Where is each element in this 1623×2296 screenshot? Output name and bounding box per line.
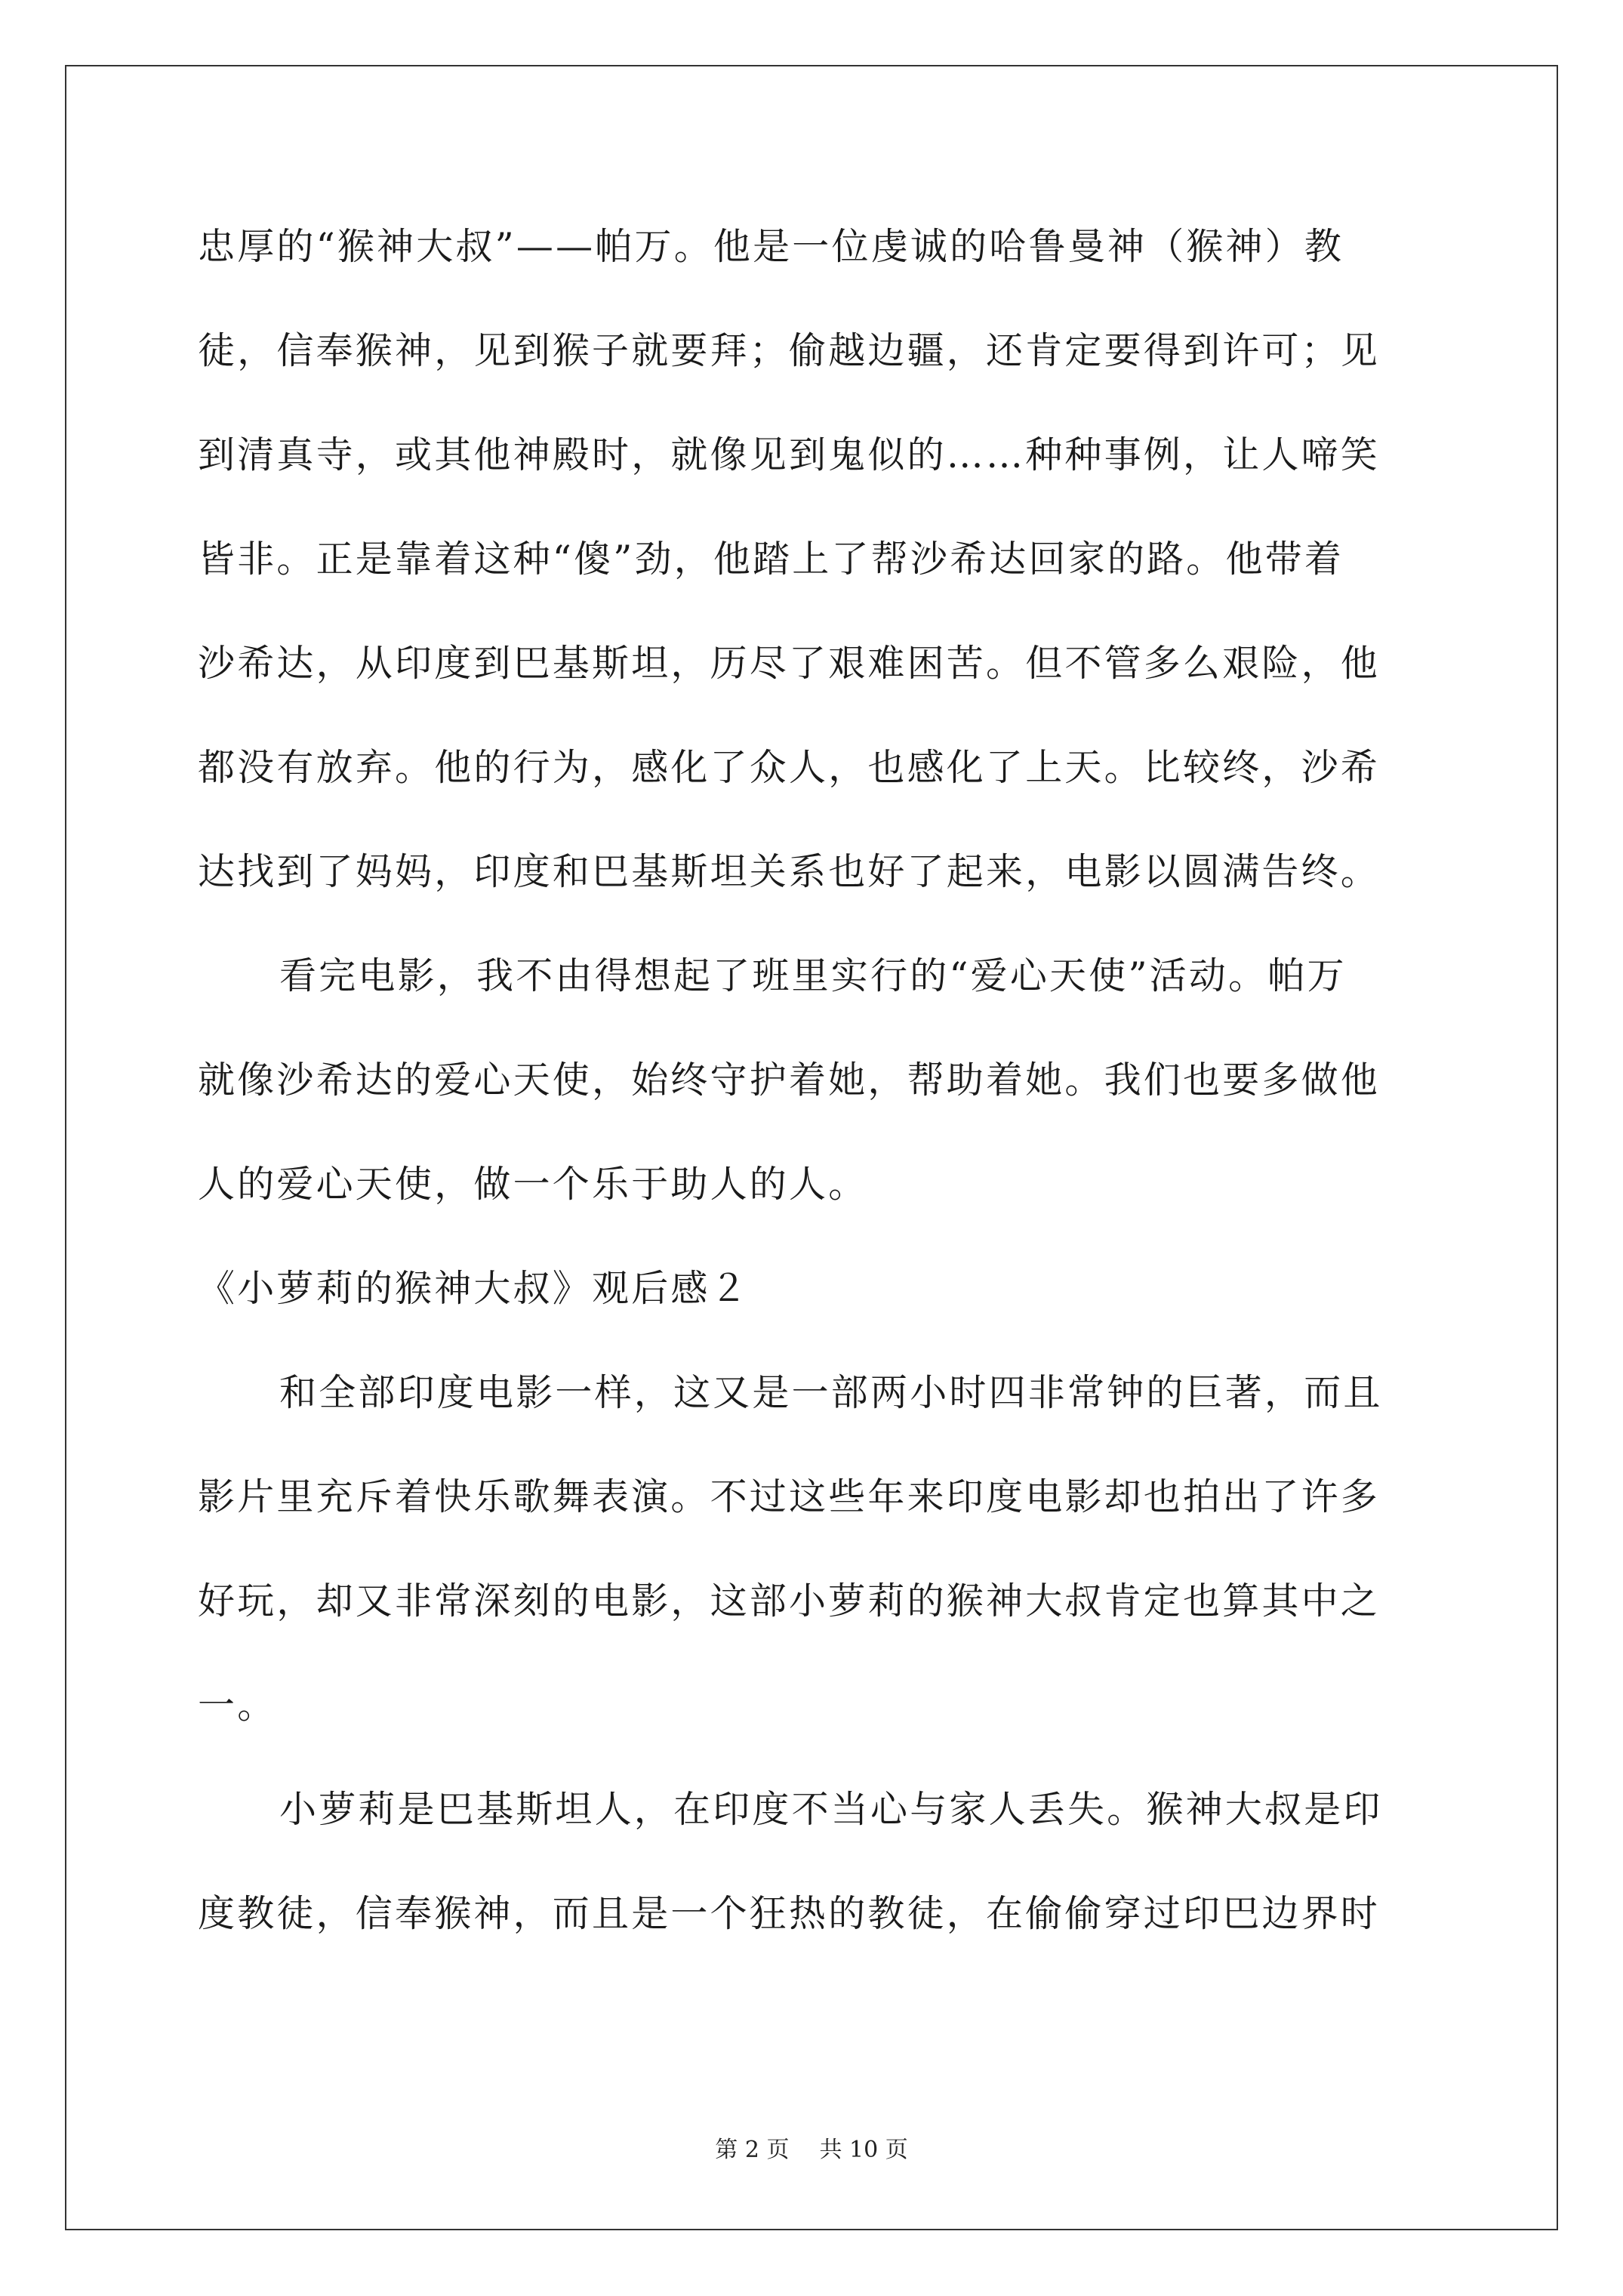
paragraph-start-line: 看完电影，我不由得想起了班里实行的“爱心天使”活动。帕万 (279, 954, 1347, 997)
text-line: 到清真寺，或其他神殿时，就像见到鬼似的……种种事例，让人啼笑 (198, 433, 1381, 476)
text-line: 就像沙希达的爱心天使，始终守护着她，帮助着她。我们也要多做他 (198, 1059, 1381, 1102)
text-line: 人的爱心天使，做一个乐于助人的人。 (198, 1163, 868, 1206)
section-heading: 《小萝莉的猴神大叔》观后感２ (198, 1267, 750, 1310)
document-body (198, 213, 1436, 1984)
text-line: 皆非。正是靠着这种“傻”劲，他踏上了帮沙希达回家的路。他带着 (198, 538, 1344, 581)
text-line: 度教徒，信奉猴神，而且是一个狂热的教徒，在偷偷穿过印巴边界时 (198, 1892, 1381, 1935)
text-line: 徒，信奉猴神，见到猴子就要拜；偷越边疆，还肯定要得到许可；见 (198, 329, 1381, 372)
paragraph-start-line: 和全部印度电影一样，这又是一部两小时四非常钟的巨著，而且 (279, 1371, 1383, 1414)
text-line: 达找到了妈妈，印度和巴基斯坦关系也好了起来，电影以圆满告终。 (198, 850, 1381, 893)
text-line: 沙希达，从印度到巴基斯坦，历尽了艰难困苦。但不管多么艰险，他 (198, 642, 1381, 685)
page-total: 共 10 页 (819, 2137, 908, 2163)
text-line: 忠厚的“猴神大叔”——帕万。他是一位虔诚的哈鲁曼神（猴神）教 (198, 225, 1344, 268)
page-number: 第 2 页 (715, 2137, 790, 2163)
text-line: 一。 (198, 1684, 277, 1727)
text-line: 好玩，却又非常深刻的电影，这部小萝莉的猴神大叔肯定也算其中之 (198, 1579, 1381, 1623)
page-footer (0, 2135, 1623, 2165)
text-line: 影片里充斥着快乐歌舞表演。不过这些年来印度电影却也拍出了许多 (198, 1475, 1381, 1518)
paragraph-start-line: 小萝莉是巴基斯坦人，在印度不当心与家人丢失。猴神大叔是印 (279, 1788, 1383, 1831)
text-line: 都没有放弃。他的行为，感化了众人，也感化了上天。比较终，沙希 (198, 746, 1381, 789)
